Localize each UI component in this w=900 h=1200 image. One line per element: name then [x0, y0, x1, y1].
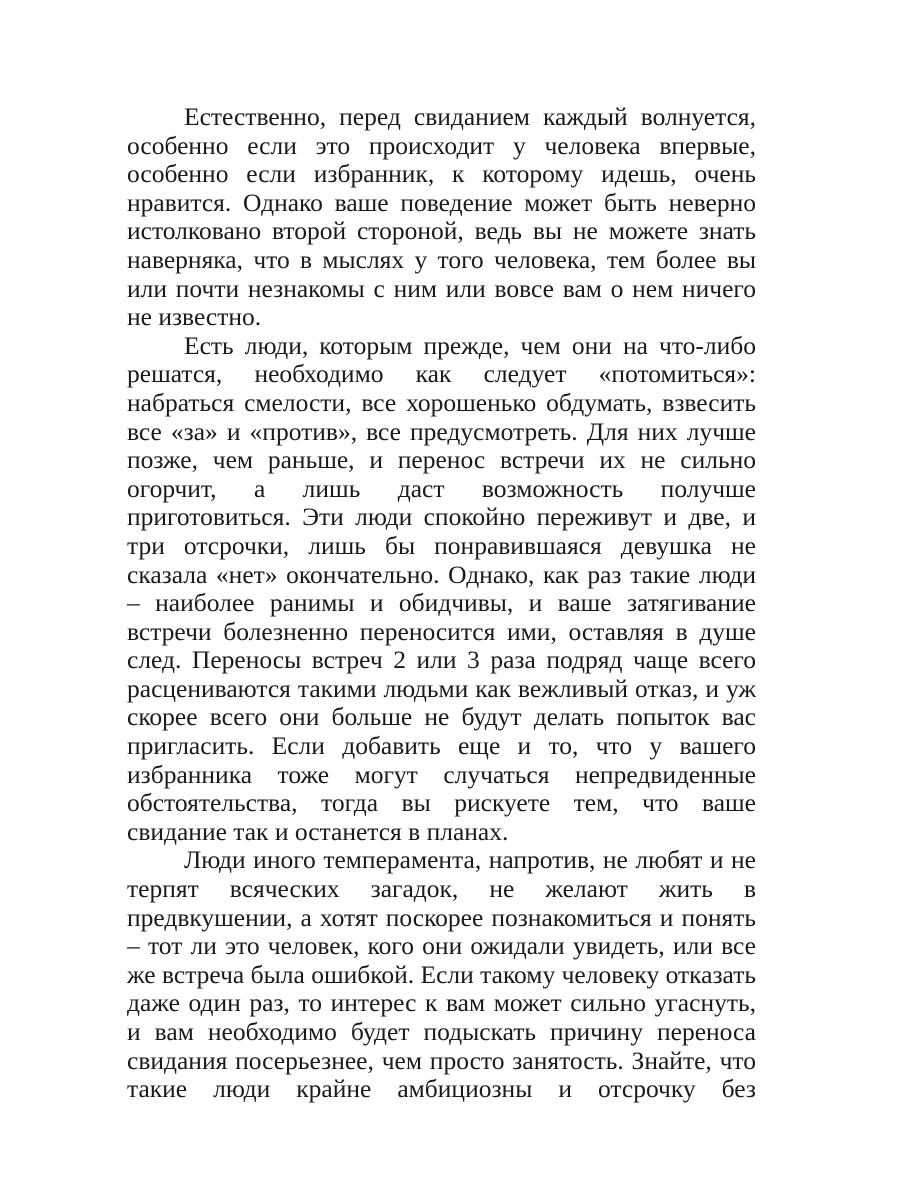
paragraph-2: Есть люди, которым прежде, чем они на что-либо решатся, необходимо как следует «потомиться»: набраться смелости, все хорошенько обдумать, взвесить все «за» и «против», все предусмотреть. Для них лучше позже, чем раньше, и перенос встречи их не сильно огорчит, а лишь даст возможность получше приготовиться. Эти люди спокойно переживут и две, и три отсрочки, лишь бы понравившаяся девушка не сказала «нет» окончательно. Однако, как раз такие люди – наиболее ранимы и обидчивы, и ваше затягивание встречи болезненно переносится ими, оставляя в душе след. Переносы встреч 2 или 3 раза подряд чаще всего расцениваются такими людьми как вежливый отказ, и уж скорее всего они больше не будут делать попыток вас пригласить. Если добавить еще и то, что у вашего избранника тоже могут случаться непредвиденные обстоятельства, тогда вы рискуете тем, что ваше свидание так и останется в планах. — [127, 330, 756, 846]
body-text — [127, 103, 756, 1104]
paragraph-3: Люди иного темперамента, напротив, не любят и не терпят всяческих загадок, не желают жить в предвкушении, а хотят поскорее познакомиться и понять – тот ли это человек, кого они ожидали увидеть, или все же встреча была ошибкой. Если такому человеку отказать даже один раз, то интерес к вам может сильно угаснуть, и вам необходимо будет подыскать причину переноса свидания посерьезнее, чем просто занятость. Знайте, что такие люди крайне амбициозны и отсрочку без — [127, 845, 756, 1104]
paragraph-1: Естественно, перед свиданием каждый волнуется, особенно если это происходит у человека впервые, особенно если избранник, к которому идешь, очень нравится. Однако ваше поведение может быть неверно истолковано второй стороной, ведь вы не можете знать наверняка, что в мыслях у того человека, тем более вы или почти незнакомы с ним или вовсе вам о нем ничего не известно. — [127, 102, 756, 332]
